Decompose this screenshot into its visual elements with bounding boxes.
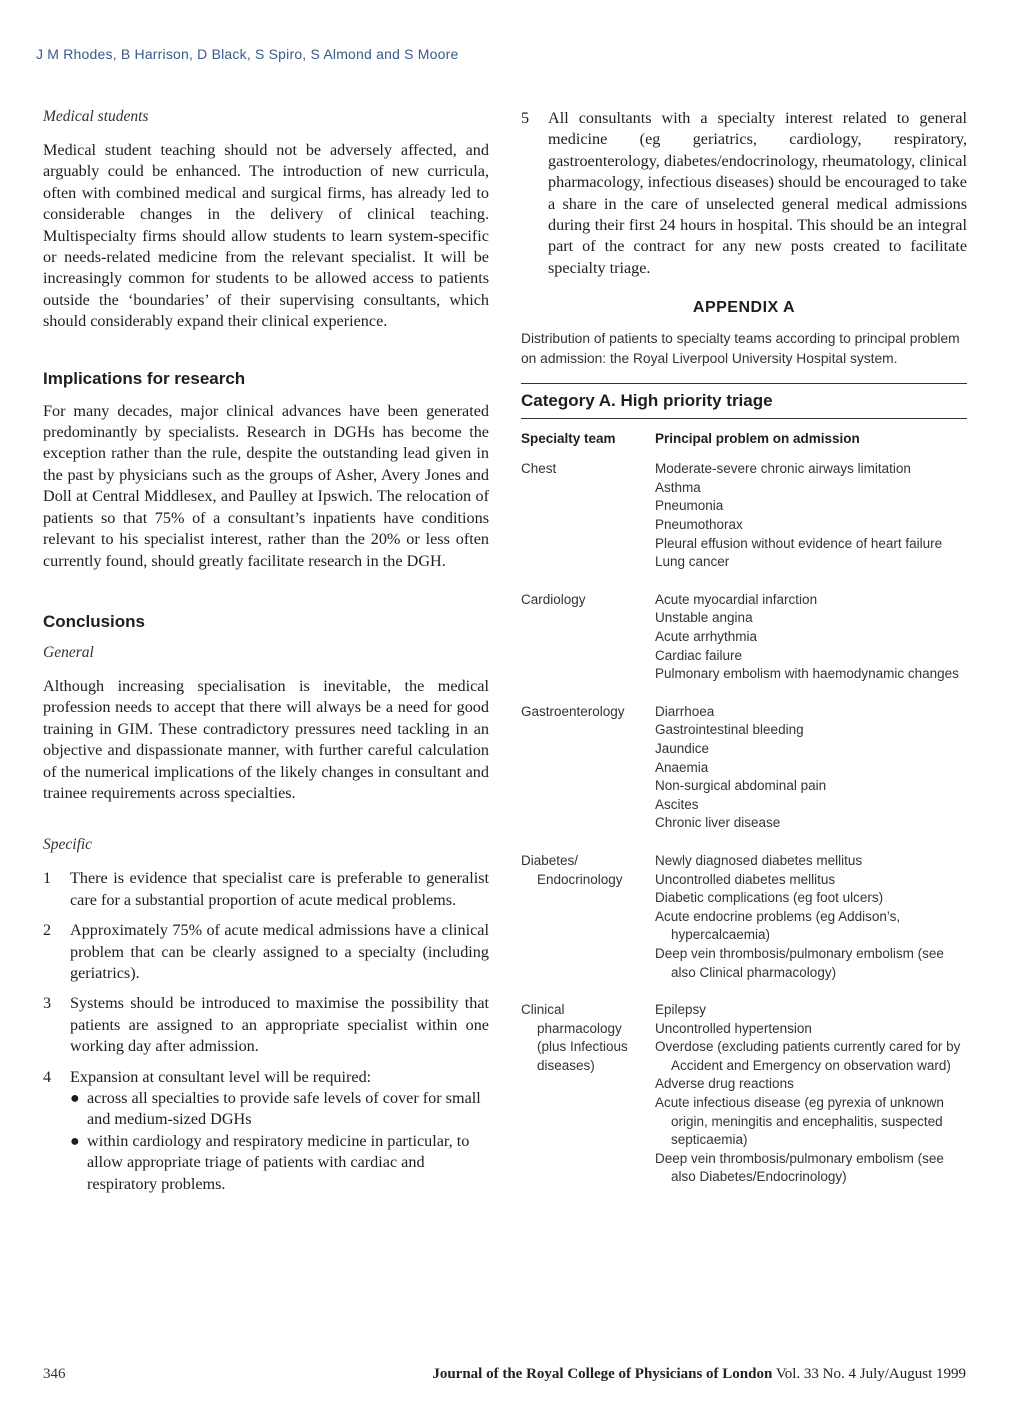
problem-item: Diarrhoea	[655, 703, 715, 719]
column-header-specialty: Specialty team	[521, 431, 616, 447]
list-item: 3 Systems should be introduced to maximise the possibility that patients are assigned to an appropriate specialist within one working day after admission.	[43, 994, 489, 1056]
list-item: 5 All consultants with a specialty interest related to general medicine (eg geriatrics, cardiology, respiratory, gastroenterology, diabetes/endocrinology, rheumatology, clinical pharmacology, infectious diseases) should be encouraged to take a share in the care of unselected general medical admissions during their first 24 hours in hospital. This should be an integral part of the contract for any new posts created to facilitate specialty triage.	[521, 109, 967, 277]
problem-item: Gastrointestinal bleeding	[655, 722, 804, 738]
problem-item: Deep vein thrombosis/pulmonary embolism (see also Diabetes/Endocrinology)	[655, 1150, 944, 1185]
specific-heading: Specific	[43, 836, 93, 854]
list-item: 4 Expansion at consultant level will be required: ● across all specialties to provide safe levels of cover for small and medium-sized DGHs ● within cardiology and respiratory medicine in particular, to allow appropriate triage of patients with cardiac and respiratory problems.	[43, 1067, 489, 1195]
appendix-description: Distribution of patients to specialty teams according to principal problem on admission: the Royal Liverpool University Hospital system.	[521, 331, 960, 367]
problem-item: Moderate-severe chronic airways limitation	[655, 461, 911, 477]
general-heading: General	[43, 643, 94, 661]
right-column	[521, 108, 967, 1206]
column-header-problem: Principal problem on admission	[655, 431, 860, 447]
specific-list	[43, 868, 489, 1195]
problem-item: Acute arrhythmia	[655, 629, 758, 644]
problem-list	[655, 591, 967, 684]
table-row	[521, 1001, 967, 1187]
problem-item: Non-surgical abdominal pain	[655, 778, 827, 794]
problem-item: Pleural effusion without evidence of heart failure	[655, 535, 943, 551]
problem-list	[655, 1001, 967, 1187]
problem-item: Epilepsy	[655, 1002, 707, 1018]
specialty-name: Chest	[521, 461, 557, 477]
journal-issue: Vol. 33 No. 4 July/August 1999	[775, 1366, 966, 1382]
problem-item: Pulmonary embolism with haemodynamic changes	[655, 666, 959, 682]
running-head: J M Rhodes, B Harrison, D Black, S Spiro, S Almond and S Moore	[36, 46, 459, 62]
specialty-name: Diabetes/ Endocrinology	[521, 852, 623, 887]
problem-item: Uncontrolled hypertension	[655, 1020, 812, 1036]
specialty-name: Gastroenterology	[521, 703, 625, 719]
bullet-icon: ●	[70, 1132, 80, 1150]
problem-item: Cardiac failure	[655, 647, 743, 663]
problem-item: Acute endocrine problems (eg Addison’s, hypercalcaemia)	[655, 908, 901, 943]
journal-citation	[432, 1366, 966, 1383]
table-header	[521, 431, 967, 446]
problem-item: Lung cancer	[655, 554, 730, 570]
specific-list-continued	[521, 108, 967, 279]
medical-students-text: Medical student teaching should not be adversely affected, and arguably could be enhanced. The introduction of new curricula, often with combined medical and surgical firms, has already led to considerable changes in the delivery of clinical teaching. Multispecialty firms should allow students to learn system-specific or needs-related medicine from the relevant specialist. It will be increasingly common for students to be allowed access to patients outside the ‘boundaries’ of their supervising consultants, which should considerably expand their clinical experience.	[43, 141, 489, 331]
problem-item: Acute infectious disease (eg pyrexia of unknown origin, meningitis and encephalitis, suspected septicaemia)	[655, 1095, 944, 1148]
bullet-list	[70, 1088, 489, 1195]
medical-students-heading: Medical students	[43, 108, 149, 125]
problem-list	[655, 703, 967, 833]
research-text: For many decades, major clinical advances have been generated predominantly by specialists. Research in DGHs has become the exception rather than the rule, despite the outstanding lead given in the past by physicians such as the groups of Asher, Avery Jones and Doll at Central Middlesex, and Paulley at Ipswich. The relocation of patients so that 75% of a consultant’s inpatients have conditions relevant to his specialist interest, rather than the 20% or less often currently found, should greatly facilitate research in the DGH.	[43, 401, 489, 570]
specialty-name: Cardiology	[521, 591, 586, 607]
bullet-item: ● within cardiology and respiratory medicine in particular, to allow appropriate triage of patients with cardiac and respiratory problems.	[70, 1131, 470, 1193]
left-column	[43, 108, 489, 1195]
category-title: Category A. High priority triage	[521, 384, 967, 419]
table-row	[521, 591, 967, 684]
problem-item: Diabetic complications (eg foot ulcers)	[655, 890, 884, 906]
problem-item: Chronic liver disease	[655, 815, 781, 831]
list-item: 2 Approximately 75% of acute medical admissions have a clinical problem that can be clearly assigned to a specialty (including geriatrics).	[43, 921, 489, 982]
conclusions-heading: Conclusions	[43, 611, 146, 631]
problem-item: Pneumothorax	[655, 517, 743, 533]
table-row	[521, 703, 967, 833]
page-number: 346	[43, 1366, 66, 1382]
list-item: 1 There is evidence that specialist care is preferable to generalist care for a substantial proportion of acute medical problems.	[43, 869, 489, 909]
problem-item: Pneumonia	[655, 498, 724, 514]
problem-item: Overdose (excluding patients currently cared for by Accident and Emergency on observation ward)	[655, 1039, 961, 1073]
specialty-table	[521, 460, 967, 1187]
problem-item: Uncontrolled diabetes mellitus	[655, 871, 836, 887]
problem-item: Jaundice	[655, 740, 710, 756]
problem-list	[655, 852, 967, 982]
problem-item: Ascites	[655, 796, 699, 812]
journal-name: Journal of the Royal College of Physicians of London	[432, 1366, 773, 1382]
bullet-icon: ●	[70, 1090, 80, 1107]
table-row	[521, 460, 967, 572]
specialty-name: Clinical pharmacology (plus Infectious diseases)	[521, 1002, 628, 1073]
problem-item: Deep vein thrombosis/pulmonary embolism (see also Clinical pharmacology)	[655, 945, 944, 980]
appendix-title: APPENDIX A	[692, 299, 796, 317]
problem-item: Unstable angina	[655, 610, 753, 626]
problem-item: Anaemia	[655, 759, 709, 775]
problem-item: Newly diagnosed diabetes mellitus	[655, 852, 863, 868]
problem-list	[655, 460, 967, 572]
problem-item: Acute myocardial infarction	[655, 591, 818, 607]
problem-item: Adverse drug reactions	[655, 1076, 794, 1092]
research-heading: Implications for research	[43, 368, 246, 388]
problem-item: Asthma	[655, 479, 701, 495]
general-text: Although increasing specialisation is inevitable, the medical profession needs to accept that there will always be a need for good training in GIM. These contradictory pressures need tackling in an objective and dispassionate manner, with further careful calculation of the numerical implications of the likely changes in consultant and trainee requirements across specialties.	[43, 676, 489, 802]
bullet-item: ● across all specialties to provide safe levels of cover for small and medium-sized DGHs	[70, 1089, 481, 1129]
table-row	[521, 852, 967, 982]
